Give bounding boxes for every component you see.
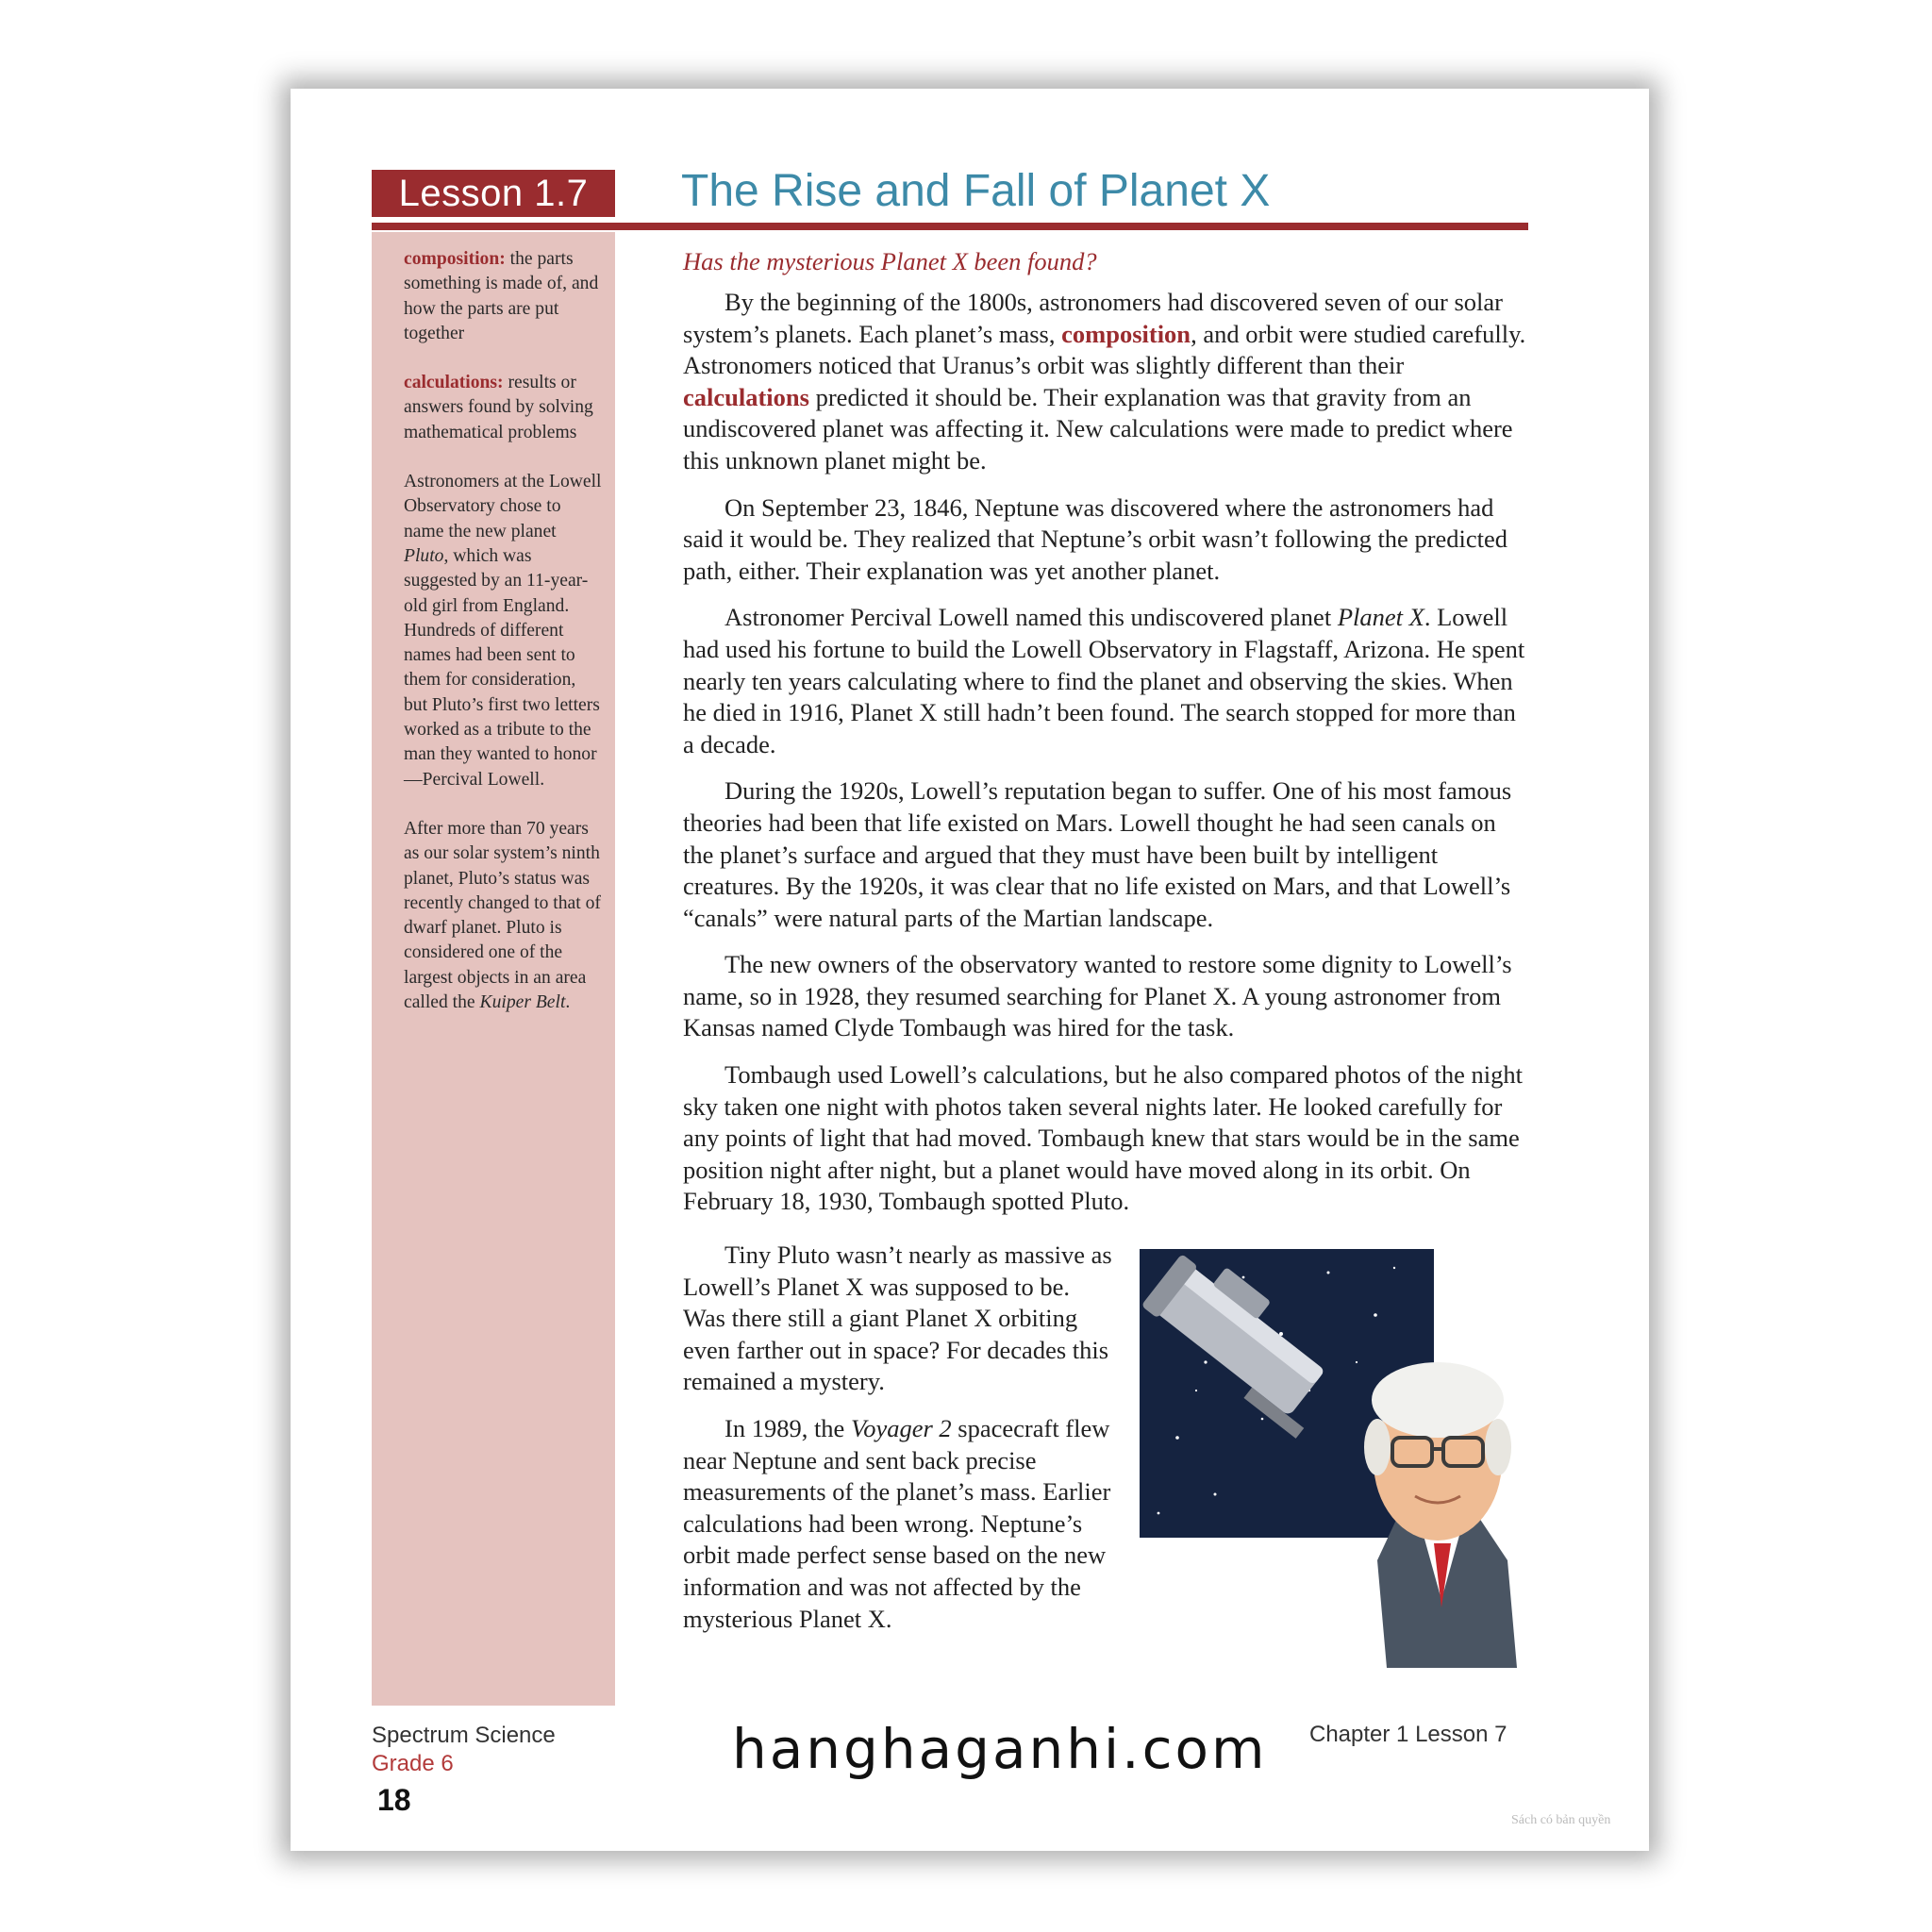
paragraph-8: In 1989, the Voyager 2 spacecraft flew near Neptune and sent back precise measurements of the planet’s mass. Earlier calculations had been wrong. Neptune’s orbit made perfect sense based on the new information and was not affected by the mysterious Planet X. bbox=[683, 1413, 1111, 1633]
chapter-label: Chapter 1 Lesson 7 bbox=[1309, 1722, 1507, 1747]
page-title: The Rise and Fall of Planet X bbox=[681, 166, 1271, 216]
vocab-composition: composition bbox=[1061, 319, 1191, 348]
lesson-question: Has the mysterious Planet X been found? bbox=[683, 247, 1097, 275]
watermark-text: hanghaganhi.com bbox=[732, 1717, 1268, 1781]
definition-composition bbox=[404, 247, 604, 346]
paragraph-3: Astronomer Percival Lowell named this undiscovered planet Planet X. Lowell had used his fortune to build the Lowell Observatory in Flagstaff, Arizona. He spent nearly ten years calculating where to find the planet and observing the skies. When he died in 1916, Planet X still hadn’t been found. The search stopped for more than a decade. bbox=[683, 603, 1525, 758]
definition-term: composition: bbox=[404, 249, 506, 269]
lesson-label: Lesson 1.7 bbox=[372, 170, 615, 217]
vocab-calculations: calculations bbox=[683, 382, 809, 411]
definition-text: results or answers found by solving mathematical problems bbox=[404, 373, 593, 442]
sidebar-notes bbox=[404, 247, 604, 1040]
grade-label: Grade 6 bbox=[372, 1751, 454, 1776]
paragraph-1: By the beginning of the 1800s, astronomers had discovered seven of our solar system’s planets. Each planet’s mass, composition, and orbit were studied carefully. Astronomers noticed that Uranus’s orbit was slightly different than their calculations predicted it should be. Their explanation was that gravity from an undiscovered planet was affecting it. New calculations were made to predict where this unknown planet might be. bbox=[683, 288, 1526, 475]
paragraph-4: During the 1920s, Lowell’s reputation began to suffer. One of his most famous theories had been that life existed on Mars. Lowell thought he had seen canals on the planet’s surface and argued that they must have been built by intelligent creatures. By the 1920s, it was clear that no life existed on Mars, and that Lowell’s “canals” were natural parts of the Martian landscape. bbox=[683, 776, 1512, 932]
paragraph-2: On September 23, 1846, Neptune was discovered where the astronomers had said it would be. They realized that Neptune’s orbit wasn’t following the predicted path, either. Their explanation was yet another planet. bbox=[683, 492, 1508, 585]
main-text bbox=[683, 245, 1532, 1233]
footer-book bbox=[372, 1722, 556, 1778]
sidebar-note-dwarf-planet: After more than 70 years as our solar system’s ninth planet, Pluto’s status was recently changed to that of dwarf planet. Pluto is considered one of the largest objects in an area called the Kuiper Belt. bbox=[404, 818, 601, 1013]
book-title: Spectrum Science bbox=[372, 1723, 556, 1748]
definition-calculations bbox=[404, 371, 604, 445]
paragraph-7: Tiny Pluto wasn’t nearly as massive as Lowell’s Planet X was supposed to be. Was there still a giant Planet X orbiting even farther out in space? For decades this remained a mystery. bbox=[683, 1241, 1112, 1396]
lower-text bbox=[683, 1240, 1117, 1650]
paragraph-6: Tombaugh used Lowell’s calculations, but he also compared photos of the night sky taken one night with photos taken several nights later. He looked carefully for any points of light that had moved. Tombaugh knew that stars would be in the same position night after night, but a planet would have moved along in its orbit. On February 18, 1930, Tombaugh spotted Pluto. bbox=[683, 1060, 1523, 1216]
page-number: 18 bbox=[377, 1783, 411, 1817]
definition-text: the parts something is made of, and how the parts are put together bbox=[404, 249, 599, 343]
tombaugh-illustration bbox=[1140, 1249, 1517, 1672]
title-rule bbox=[372, 223, 1528, 230]
sidebar-note-pluto-name: Astronomers at the Lowell Observatory chose to name the new planet Pluto, which was suggested by an 11-year-old girl from England. Hundreds of different names had been sent to them for consideration, but Pluto’s first two letters worked as a tribute to the man they wanted to honor—Percival Lowell. bbox=[404, 472, 602, 790]
copyright-note: Sách có bản quyền bbox=[1511, 1813, 1611, 1827]
definition-term: calculations: bbox=[404, 373, 504, 393]
paragraph-5: The new owners of the observatory wanted to restore some dignity to Lowell’s name, so in 1928, they resumed searching for Planet X. A young astronomer from Kansas named Clyde Tombaugh was hired for the task. bbox=[683, 950, 1512, 1042]
